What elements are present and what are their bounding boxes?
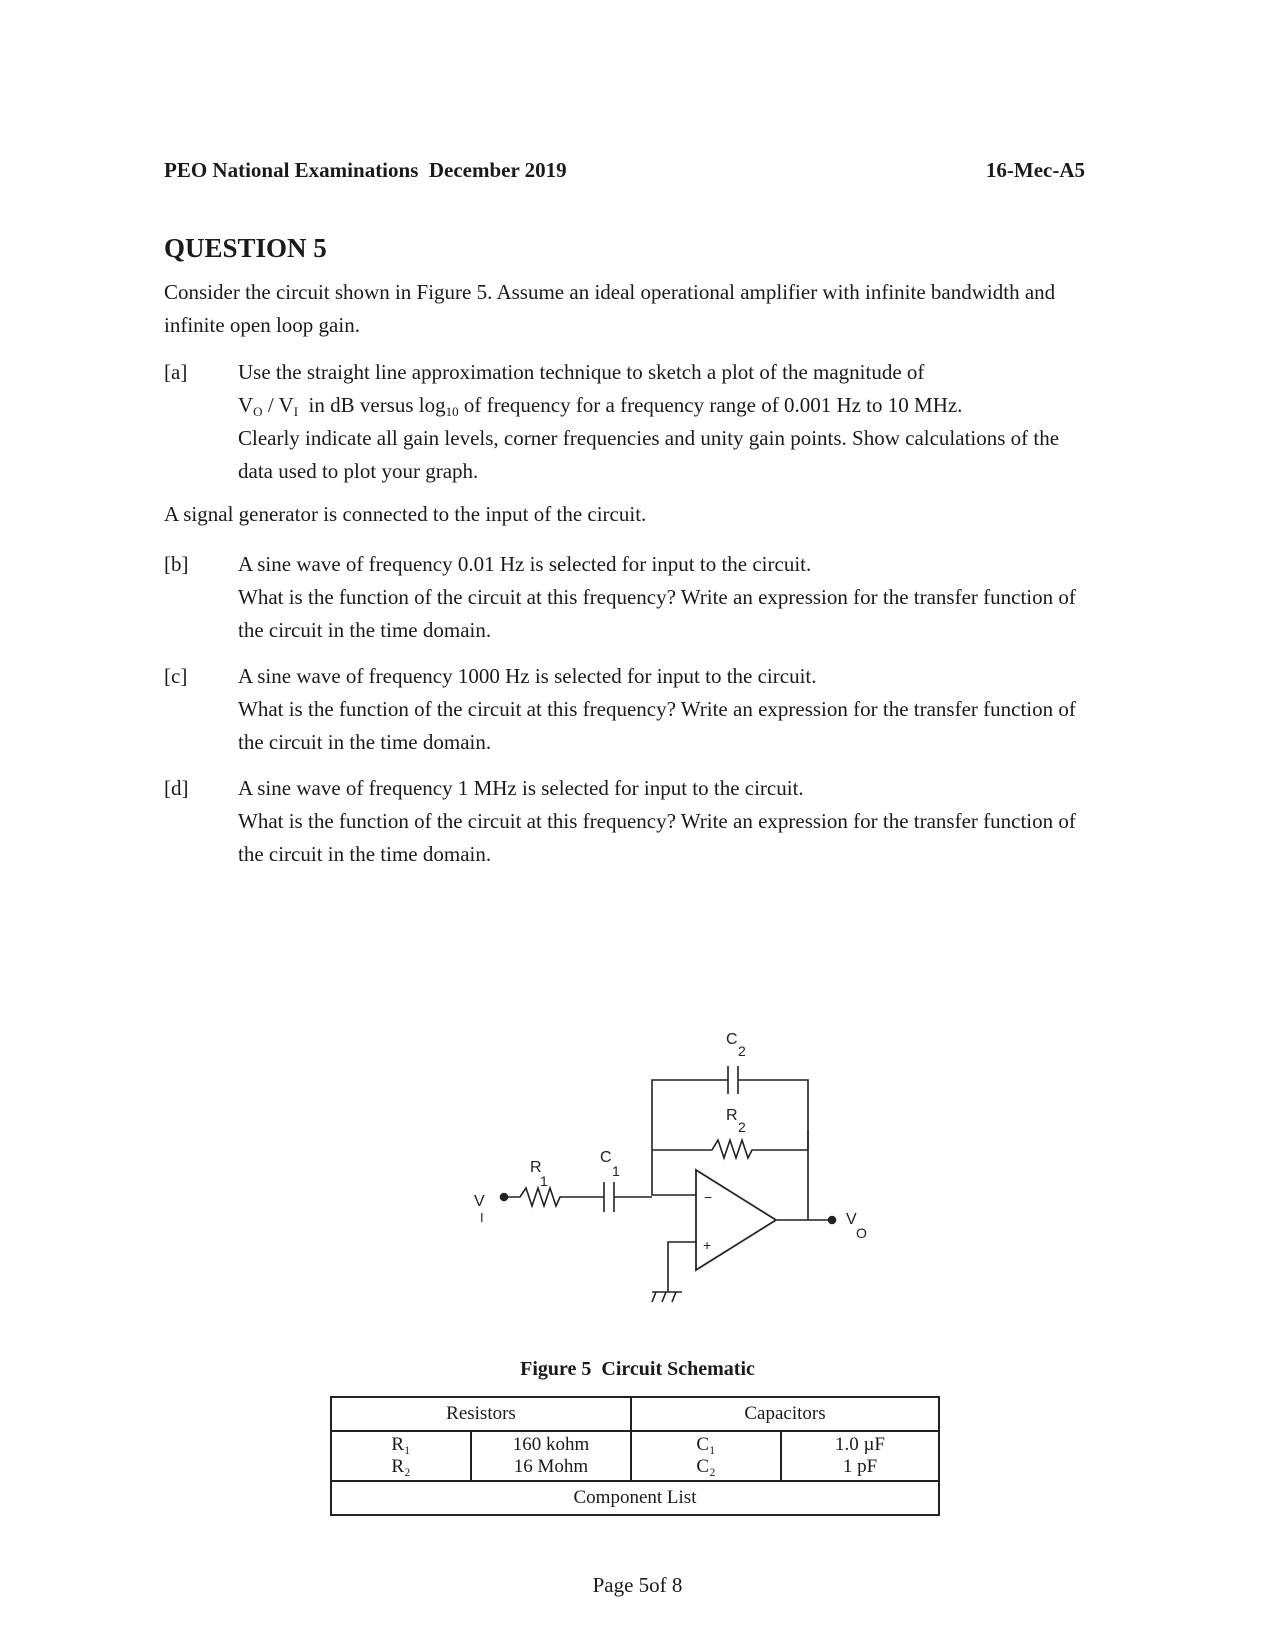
capacitors-header: Capacitors (631, 1397, 939, 1431)
part-a-line2 (238, 389, 1088, 422)
vo-subscript: O (253, 404, 263, 419)
op-amp (696, 1170, 776, 1270)
part-b-line1: A sine wave of frequency 0.01 Hz is selected for input to the circuit. (238, 552, 812, 576)
table-footer-row (331, 1481, 939, 1515)
part-d-text (238, 772, 1088, 871)
part-b-label: [b] (164, 552, 189, 576)
c1-label-sub: 1 (612, 1163, 620, 1179)
vi-subscript: I (293, 404, 299, 419)
component-list-label: Component List (331, 1481, 939, 1515)
r1-label-sub: 1 (540, 1173, 548, 1189)
vi-label-sub: I (480, 1210, 484, 1225)
part-d-line1: A sine wave of frequency 1 MHz is selected for input to the circuit. (238, 776, 804, 800)
r1-label: R (530, 1159, 542, 1176)
header-exam-code: 16-Mec-A5 (985, 158, 1085, 182)
signal-generator-note: A signal generator is connected to the input of the circuit. (164, 502, 647, 526)
part-a-line1: Use the straight line approximation technique to sketch a plot of the magnitude of (238, 360, 925, 384)
part-c-label: [c] (164, 664, 188, 688)
part-d-label: [d] (164, 776, 189, 800)
table-header-row (331, 1397, 939, 1431)
question-title: QUESTION 5 (164, 233, 327, 263)
part-b-line2: What is the function of the circuit at this frequency? Write an expression for the transfer function of the circuit in the time domain. (238, 585, 1076, 642)
output-terminal (829, 1217, 836, 1224)
resistors-header: Resistors (331, 1397, 631, 1431)
figure-caption: Figure 5 Circuit Schematic (520, 1358, 755, 1380)
question-intro: Consider the circuit shown in Figure 5. Assume an ideal operational amplifier with infinite bandwidth and infinite open loop gain. (164, 280, 1056, 337)
part-b-text (238, 548, 1088, 647)
input-terminal (501, 1194, 508, 1201)
vi-label: V (474, 1193, 485, 1210)
table-row (331, 1431, 939, 1481)
capacitor-names: C₁ C₂ (631, 1431, 781, 1481)
part-c-line1: A sine wave of frequency 1000 Hz is selected for input to the circuit. (238, 664, 817, 688)
resistor-names: R₁ R₂ (331, 1431, 471, 1481)
freq-range-text: of frequency for a frequency range of 0.001 Hz to 10 MHz. (458, 393, 963, 417)
page-number: Page 5of 8 (592, 1573, 683, 1597)
resistor-values: 160 kohm 16 Mohm (471, 1431, 631, 1481)
part-d-line2: What is the function of the circuit at this frequency? Write an expression for the transfer function of the circuit in the time domain. (238, 809, 1076, 866)
part-a-label: [a] (164, 360, 188, 384)
noninverting-input-sign: + (703, 1237, 712, 1253)
r2-label: R (726, 1107, 738, 1124)
log-subscript: 10 (445, 404, 459, 419)
c2-wire-left (652, 1080, 728, 1100)
r2-label-sub: 2 (738, 1119, 746, 1135)
c1-label: C (600, 1149, 612, 1166)
ground-wire (668, 1242, 696, 1292)
ground-hatch-3 (672, 1292, 676, 1302)
inverting-node-wire (652, 1150, 696, 1195)
c2-label-sub: 2 (738, 1043, 746, 1059)
log-text: in dB versus log (298, 393, 446, 417)
vo-label-sub: O (856, 1225, 867, 1241)
capacitor-values: 1.0 µF 1 pF (781, 1431, 939, 1481)
c2-label: C (726, 1031, 738, 1048)
vo-symbol: V (238, 393, 254, 417)
circuit-schematic (420, 1030, 900, 1350)
ground-hatch-1 (652, 1292, 656, 1302)
vi-symbol: / V (262, 393, 294, 417)
part-a-line3: Clearly indicate all gain levels, corner frequencies and unity gain points. Show calculations of the data used to plot your graph. (238, 426, 1060, 483)
header-exam-title: PEO National Examinations December 2019 (164, 158, 567, 182)
vo-label: V (846, 1211, 857, 1228)
component-list-table (330, 1396, 940, 1516)
inverting-input-sign: − (704, 1189, 713, 1205)
r1-resistor (508, 1188, 604, 1206)
part-c-text (238, 660, 1088, 759)
ground-hatch-2 (662, 1292, 666, 1302)
part-c-line2: What is the function of the circuit at this frequency? Write an expression for the transfer function of the circuit in the time domain. (238, 697, 1076, 754)
part-a-text (238, 356, 1088, 488)
c2-wire-right (738, 1080, 808, 1130)
